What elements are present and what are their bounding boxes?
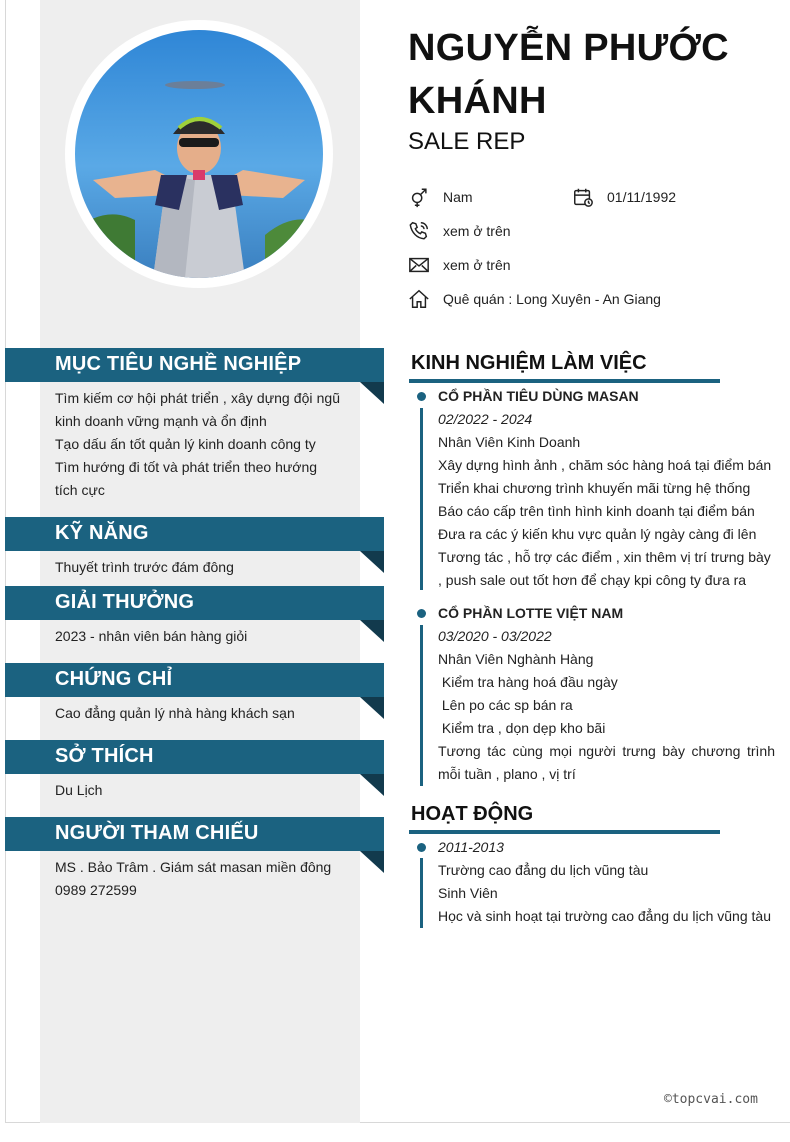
certificates-body — [5, 697, 384, 725]
avatar — [75, 30, 323, 278]
experience-item — [438, 385, 775, 592]
experience-detail: Triển khai chương trình khuyến mãi từng hệ thống — [438, 480, 751, 496]
references-header — [5, 817, 384, 851]
skills-title: KỸ NĂNG — [55, 522, 149, 544]
experience-role: Nhân Viên Nghành Hàng — [438, 651, 594, 667]
references-title: NGƯỜI THAM CHIẾU — [55, 822, 259, 844]
gender-icon — [408, 186, 430, 208]
awards-header — [5, 586, 384, 620]
section-hobbies — [5, 740, 384, 802]
info-phone — [408, 220, 511, 242]
skills-header — [5, 517, 384, 551]
objective-line: Tìm kiếm cơ hội phát triển , xây dựng đội ngũ kinh doanh vững mạnh và ổn định — [55, 390, 340, 429]
certificates-title: CHỨNG CHỈ — [55, 668, 173, 690]
activity-org: Trường cao đẳng du lịch vũng tàu — [438, 862, 649, 878]
references-body — [5, 851, 384, 902]
objective-line: Tìm hướng đi tốt và phát triển theo hướng tích cực — [55, 459, 318, 498]
timeline-dot — [417, 609, 426, 618]
hobbies-body — [5, 774, 384, 802]
section-objective — [5, 348, 384, 502]
experience-detail: Xây dựng hình ảnh , chăm sóc hàng hoá tại điểm bán — [438, 457, 772, 473]
timeline-dot — [417, 843, 426, 852]
awards-title: GIẢI THƯỞNG — [55, 591, 195, 613]
phone-icon — [408, 220, 430, 242]
address-value: Quê quán : Long Xuyên - An Giang — [443, 291, 661, 307]
hobbies-header — [5, 740, 384, 774]
section-references — [5, 817, 384, 902]
objective-title: MỤC TIÊU NGHỀ NGHIỆP — [55, 353, 302, 375]
experience-item — [438, 602, 775, 786]
birthday-value: 01/11/1992 — [607, 189, 677, 205]
awards-body — [5, 620, 384, 648]
experience-detail: Đưa ra các ý kiến khu vực quản lý ngày càng đi lên — [438, 526, 757, 542]
section-skills — [5, 517, 384, 579]
info-address — [408, 288, 661, 310]
skill-line: Thuyết trình trước đám đông — [55, 559, 234, 575]
experience-detail: Tương tác cùng mọi người trưng bày chương trình mỗi tuần , plano , vị trí — [438, 743, 775, 782]
hobbies-title: SỞ THÍCH — [55, 745, 154, 767]
info-birthday — [572, 186, 676, 208]
experience-role: Nhân Viên Kinh Doanh — [438, 434, 581, 450]
experience-period: 02/2022 - 2024 — [438, 411, 533, 427]
award-line: 2023 - nhân viên bán hàng giỏi — [55, 628, 248, 644]
experience-period: 03/2020 - 03/2022 — [438, 628, 552, 644]
experience-detail: Lên po các sp bán ra — [438, 697, 573, 713]
activity-period: 2011-2013 — [438, 839, 504, 855]
objective-line: Tạo dấu ấn tốt quản lý kinh doanh công ty — [55, 436, 316, 452]
skills-body — [5, 551, 384, 579]
activity-detail: Học và sinh hoạt tại trường cao đẳng du lịch vũng tàu — [438, 908, 771, 924]
section-certificates — [5, 663, 384, 725]
email-value: xem ở trên — [443, 257, 511, 273]
objective-body — [5, 382, 384, 502]
home-icon — [408, 288, 430, 310]
activities-title: HOẠT ĐỘNG — [411, 803, 534, 825]
timeline-line — [420, 858, 423, 928]
candidate-name: NGUYỄN PHƯỚC KHÁNH — [408, 27, 729, 122]
experience-detail: Tương tác , hỗ trợ các điểm , xin thêm vị trí trưng bày , push sale out tốt hơn để chạy kpi công ty đưa ra — [438, 549, 771, 588]
experience-company: CỔ PHẦN LOTTE VIỆT NAM — [438, 605, 624, 621]
section-awards — [5, 586, 384, 648]
certificate-line: Cao đẳng quản lý nhà hàng khách sạn — [55, 705, 295, 721]
certificates-header — [5, 663, 384, 697]
gender-value: Nam — [443, 189, 473, 205]
experience-title: KINH NGHIỆM LÀM VIỆC — [411, 352, 647, 374]
experience-underline — [409, 379, 720, 383]
info-email — [408, 254, 511, 276]
objective-header — [5, 348, 384, 382]
timeline-dot — [417, 392, 426, 401]
info-gender — [408, 186, 473, 208]
reference-phone: 0989 272599 — [55, 882, 137, 898]
copyright-text: ©topcvai.com — [664, 1092, 758, 1107]
activities-underline — [409, 830, 720, 834]
candidate-position: SALE REP — [408, 128, 526, 155]
experience-company: CỔ PHẦN TIÊU DÙNG MASAN — [438, 388, 639, 404]
reference-line: MS . Bảo Trâm . Giám sát masan miền đông — [55, 859, 332, 875]
mail-icon — [408, 254, 430, 276]
calendar-icon — [572, 186, 594, 208]
timeline-line — [420, 408, 423, 590]
experience-detail: Kiểm tra , dọn dẹp kho bãi — [438, 720, 606, 736]
experience-detail: Báo cáo cấp trên tình hình kinh doanh tại điểm bán — [438, 503, 755, 519]
experience-detail: Kiểm tra hàng hoá đầu ngày — [438, 674, 618, 690]
phone-value: xem ở trên — [443, 223, 511, 239]
activity-item — [438, 836, 775, 928]
activity-role: Sinh Viên — [438, 885, 498, 901]
timeline-line — [420, 625, 423, 786]
hobby-line: Du Lịch — [55, 782, 103, 798]
